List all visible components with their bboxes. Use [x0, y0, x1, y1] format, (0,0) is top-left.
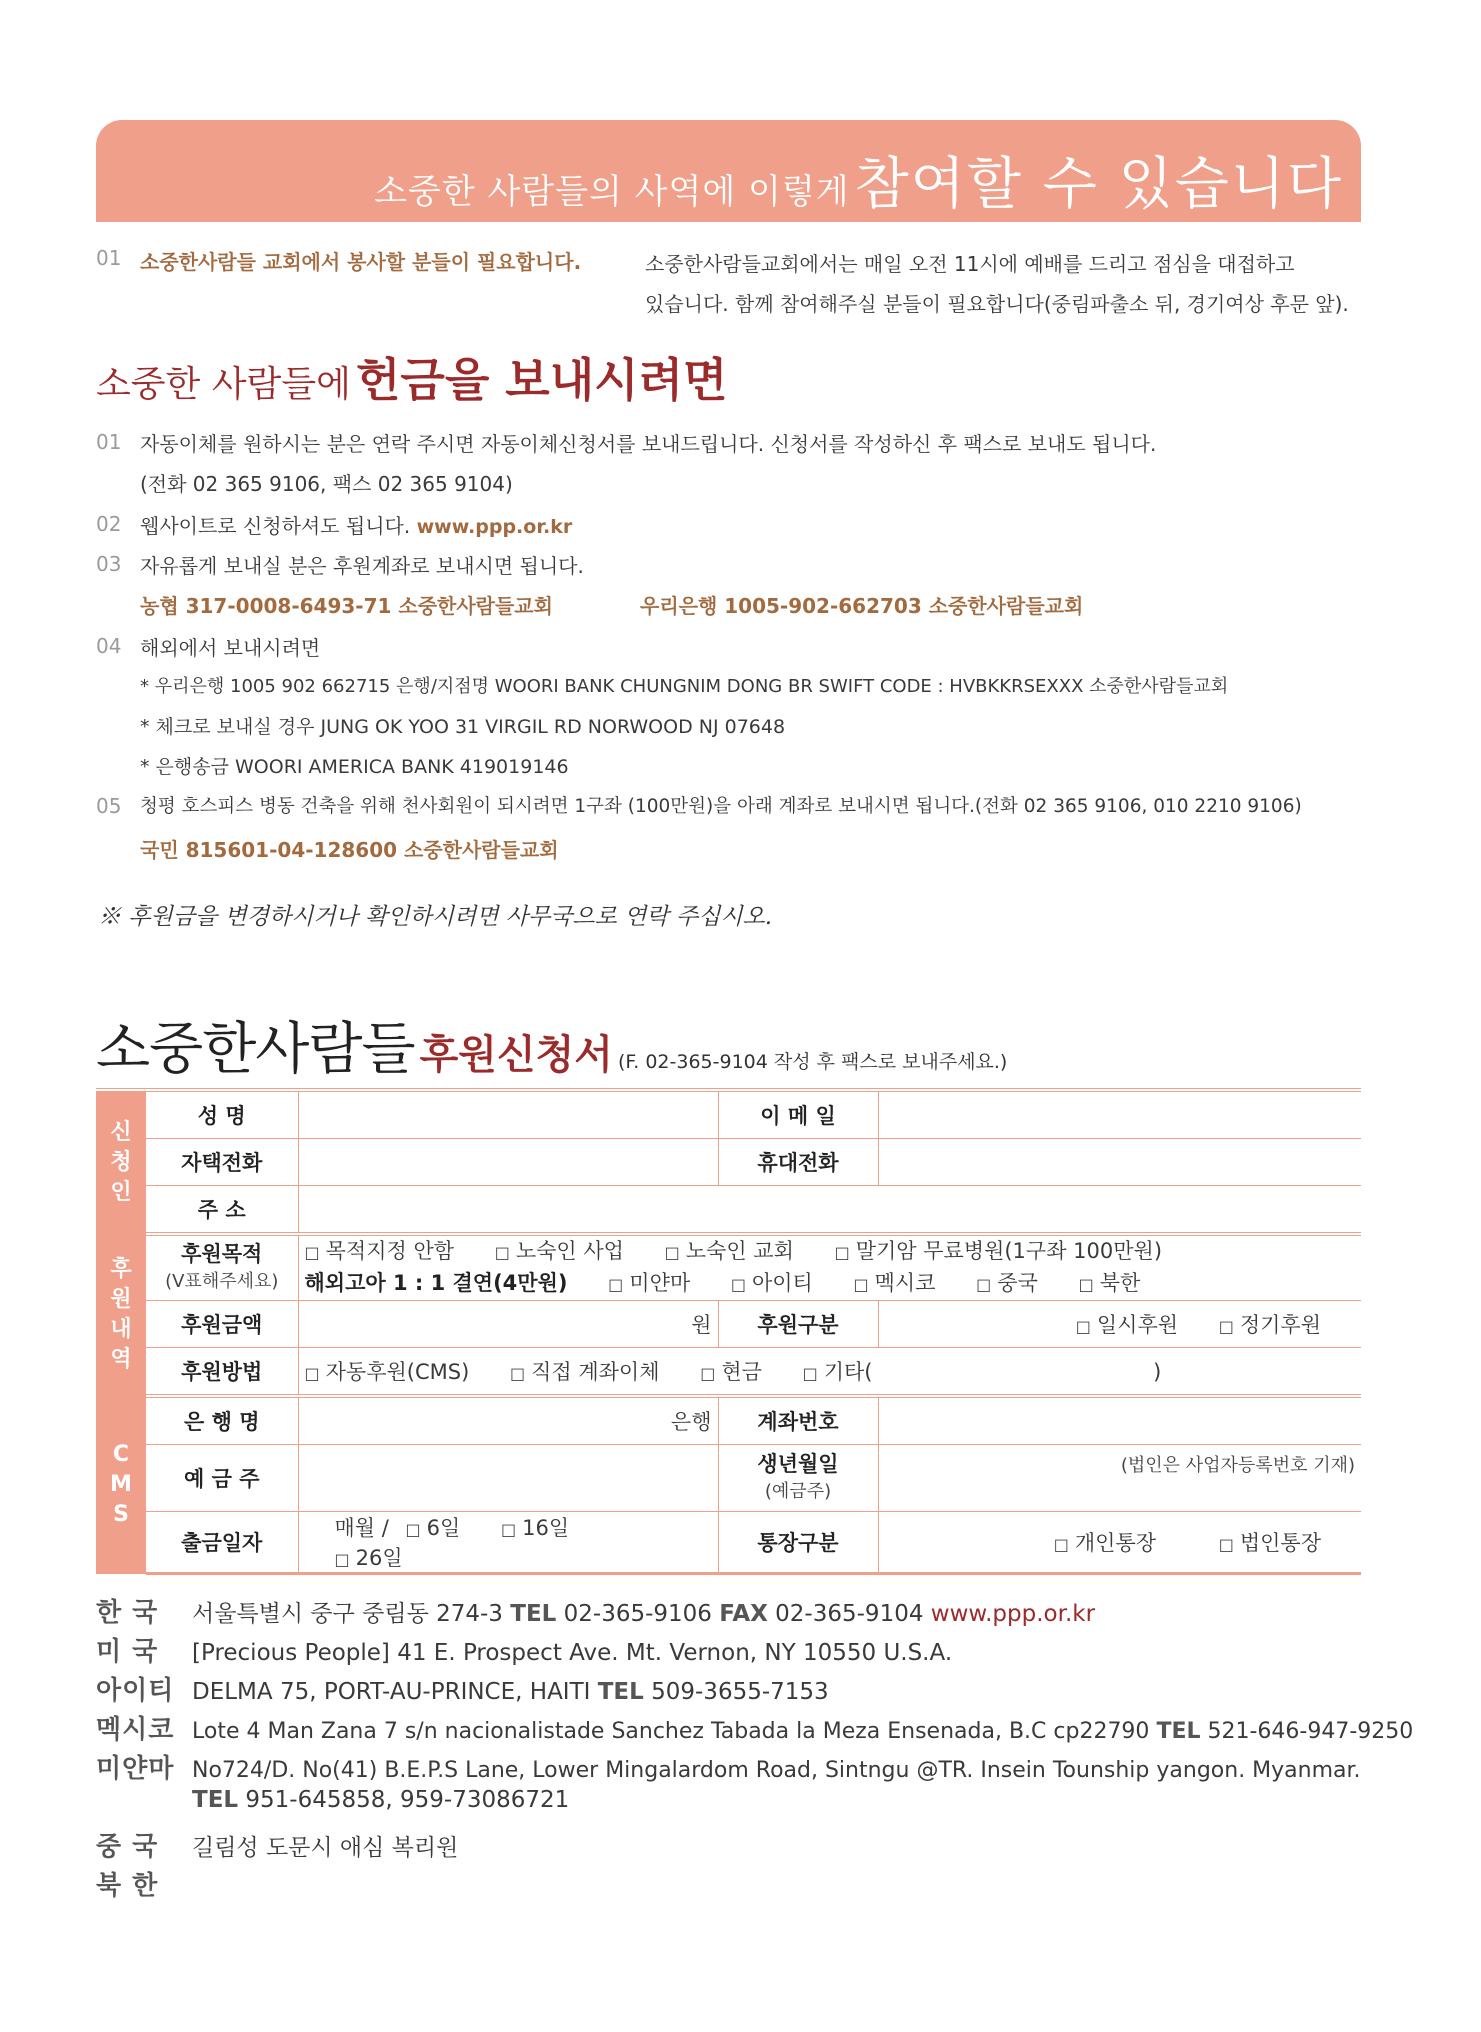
- passbook-label: 통장구분: [718, 1512, 878, 1574]
- checkbox-myanmar[interactable]: □ 미얀마: [608, 1271, 690, 1295]
- email-label: 이 메 일: [718, 1092, 878, 1139]
- banner-title: 소중한 사람들의 사역에 이렇게 참여할 수 있습니다: [374, 152, 1343, 217]
- amount-label: 후원금액: [146, 1301, 298, 1348]
- volunteer-title: 소중한사람들 교회에서 봉사할 분들이 필요합니다.: [140, 250, 582, 274]
- item-number: 04: [96, 634, 122, 658]
- address-haiti: 아이티 DELMA 75, PORT-AU-PRINCE, HAITI TEL 509-3655-7153: [96, 1676, 829, 1706]
- account-nonghyup: 농협 317-0008-6493-71 소중한사람들교회: [140, 594, 553, 618]
- donation-heading: 소중한 사람들에 헌금을 보내시려면: [96, 353, 728, 407]
- overseas-orphan-label: 해외고아 1 : 1 결연(4만원): [304, 1271, 568, 1295]
- holder-field[interactable]: [298, 1445, 718, 1512]
- header-banner: [96, 120, 1361, 222]
- volunteer-body: 소중한사람들교회에서는 매일 오전 11시에 예배를 드리고 점심을 대접하고 있습니다. 함께 참여해주실 분들이 필요합니다(중림파출소 뒤, 경기여상 후문 앞).: [645, 252, 1349, 316]
- item-number: 01: [96, 246, 122, 270]
- bank-label: 은 행 명: [146, 1396, 298, 1445]
- email-field[interactable]: [878, 1092, 1361, 1139]
- donation-item-1-contact: (전화 02 365 9106, 팩스 02 365 9104): [140, 472, 513, 496]
- overseas-bank-1: * 우리은행 1005 902 662715 은행/지점명 WOORI BANK CHUNGNIM DONG BR SWIFT CODE : HVBKKRSEXXX 소중한사람들교회: [140, 676, 1229, 697]
- website-link[interactable]: www.ppp.or.kr: [930, 1601, 1096, 1627]
- checkbox-regular[interactable]: □ 정기후원: [1219, 1313, 1321, 1337]
- donation-item-4: 해외에서 보내시려면: [140, 636, 321, 660]
- checkbox-mexico[interactable]: □ 멕시코: [854, 1271, 936, 1295]
- account-label: 계좌번호: [718, 1396, 878, 1445]
- bank-field[interactable]: 은행: [298, 1396, 718, 1445]
- name-field[interactable]: [298, 1092, 718, 1139]
- birth-label: 생년월일 (예금주): [718, 1445, 878, 1512]
- birth-field[interactable]: (법인은 사업자등록번호 기재): [878, 1445, 1361, 1512]
- overseas-bank-3: * 은행송금 WOORI AMERICA BANK 419019146: [140, 756, 569, 778]
- item-number: 02: [96, 512, 122, 536]
- checkbox-haiti[interactable]: □ 아이티: [731, 1271, 813, 1295]
- checkbox-no-purpose[interactable]: □ 목적지정 안함: [305, 1239, 455, 1263]
- amount-field[interactable]: 원: [298, 1301, 718, 1348]
- checkbox-cms[interactable]: □ 자동후원(CMS): [305, 1360, 470, 1384]
- method-options: □ 자동후원(CMS) □ 직접 계좌이체 □ 현금 □ 기타( ): [298, 1348, 1361, 1397]
- address-label: 주 소: [146, 1186, 298, 1235]
- purpose-options: [298, 1234, 1361, 1301]
- checkbox-north-korea[interactable]: □ 북한: [1079, 1271, 1141, 1295]
- application-form: [96, 1092, 1361, 1575]
- mobile-field[interactable]: [878, 1139, 1361, 1186]
- checkbox-cash[interactable]: □ 현금: [700, 1360, 762, 1384]
- notice: ※ 후원금을 변경하시거나 확인하시려면 사무국으로 연락 주십시오.: [98, 904, 773, 930]
- address-north-korea: 북 한: [96, 1871, 159, 1901]
- item-number: 03: [96, 552, 122, 576]
- type-label: 후원구분: [718, 1301, 878, 1348]
- form-title: 소중한사람들 후원신청서 (F. 02-365-9104 작성 후 팩스로 보내주세요.): [96, 1017, 1008, 1082]
- donation-item-1: 자동이체를 원하시는 분은 연락 주시면 자동이체신청서를 보내드립니다. 신청서를 작성하신 후 팩스로 보내도 됩니다.: [140, 432, 1157, 456]
- name-label: 성 명: [146, 1092, 298, 1139]
- withdraw-label: 출금일자: [146, 1512, 298, 1574]
- address-korea: 한 국 서울특별시 중구 중림동 274-3 TEL 02-365-9106 FAX 02-365-9104 www.ppp.or.kr: [96, 1598, 1096, 1628]
- type-options: [878, 1301, 1361, 1348]
- item-number: 05: [96, 794, 122, 818]
- item-number: 01: [96, 430, 122, 454]
- address-china: 중 국 길림성 도문시 애심 복리원: [96, 1832, 459, 1862]
- checkbox-cancer-hospital[interactable]: □ 말기암 무료병원(1구좌 100만원): [835, 1239, 1162, 1263]
- donation-item-3: 자유롭게 보내실 분은 후원계좌로 보내시면 됩니다.: [140, 554, 584, 578]
- checkbox-one-time[interactable]: □ 일시후원: [1076, 1313, 1178, 1337]
- passbook-options: [878, 1512, 1361, 1574]
- checkbox-day-16[interactable]: □ 16일: [501, 1516, 569, 1540]
- donation-item-5: 청평 호스피스 병동 건축을 위해 천사회원이 되시려면 1구좌 (100만원)을 아래 계좌로 보내시면 됩니다.(전화 02 365 9106, 010 2210 9106): [140, 796, 1302, 817]
- account-field[interactable]: [878, 1396, 1361, 1445]
- website-link[interactable]: www.ppp.or.kr: [416, 516, 573, 538]
- side-label-applicant: 신 청 인: [96, 1092, 146, 1234]
- checkbox-china[interactable]: □ 중국: [976, 1271, 1038, 1295]
- checkbox-homeless-project[interactable]: □ 노숙인 사업: [495, 1239, 624, 1263]
- donation-item-2: 웹사이트로 신청하셔도 됩니다. www.ppp.or.kr: [140, 514, 573, 538]
- purpose-label: 후원목적 (V표해주세요): [146, 1234, 298, 1301]
- address-myanmar: 미얀마 No724/D. No(41) B.E.P.S Lane, Lower Mingalardom Road, Sintngu @TR. Insein Tounship yangon. Myanmar.: [96, 1754, 1361, 1784]
- address-usa: 미 국 [Precious People] 41 E. Prospect Ave. Mt. Vernon, NY 10550 U.S.A.: [96, 1637, 953, 1667]
- address-myanmar-tel: TEL 951-645858, 959-73086721: [192, 1787, 570, 1813]
- address-mexico: 멕시코 Lote 4 Man Zana 7 s/n nacionalistade Sanchez Tabada la Meza Ensenada, B.C cp22790 TEL 521-646-947-9250: [96, 1715, 1414, 1745]
- checkbox-day-6[interactable]: □ 6일: [406, 1516, 461, 1540]
- account-kookmin: 국민 815601-04-128600 소중한사람들교회: [140, 838, 559, 862]
- side-label-donation: 후 원 내 역: [96, 1234, 146, 1396]
- mobile-label: 휴대전화: [718, 1139, 878, 1186]
- checkbox-other[interactable]: □ 기타(: [803, 1360, 873, 1384]
- checkbox-homeless-church[interactable]: □ 노숙인 교회: [665, 1239, 794, 1263]
- holder-label: 예 금 주: [146, 1445, 298, 1512]
- checkbox-transfer[interactable]: □ 직접 계좌이체: [510, 1360, 660, 1384]
- method-label: 후원방법: [146, 1348, 298, 1397]
- overseas-bank-2: * 체크로 보내실 경우 JUNG OK YOO 31 VIRGIL RD NORWOOD NJ 07648: [140, 716, 786, 738]
- side-label-cms: C M S: [96, 1396, 146, 1574]
- home-phone-label: 자택전화: [146, 1139, 298, 1186]
- checkbox-corporate[interactable]: □ 법인통장: [1219, 1531, 1321, 1555]
- address-field[interactable]: [298, 1186, 1361, 1235]
- withdraw-options: 매월 / □ 6일 □ 16일 □ 26일: [298, 1512, 718, 1574]
- account-woori: 우리은행 1005-902-662703 소중한사람들교회: [640, 594, 1084, 618]
- home-phone-field[interactable]: [298, 1139, 718, 1186]
- checkbox-personal[interactable]: □ 개인통장: [1054, 1531, 1156, 1555]
- checkbox-day-26[interactable]: □ 26일: [335, 1546, 403, 1570]
